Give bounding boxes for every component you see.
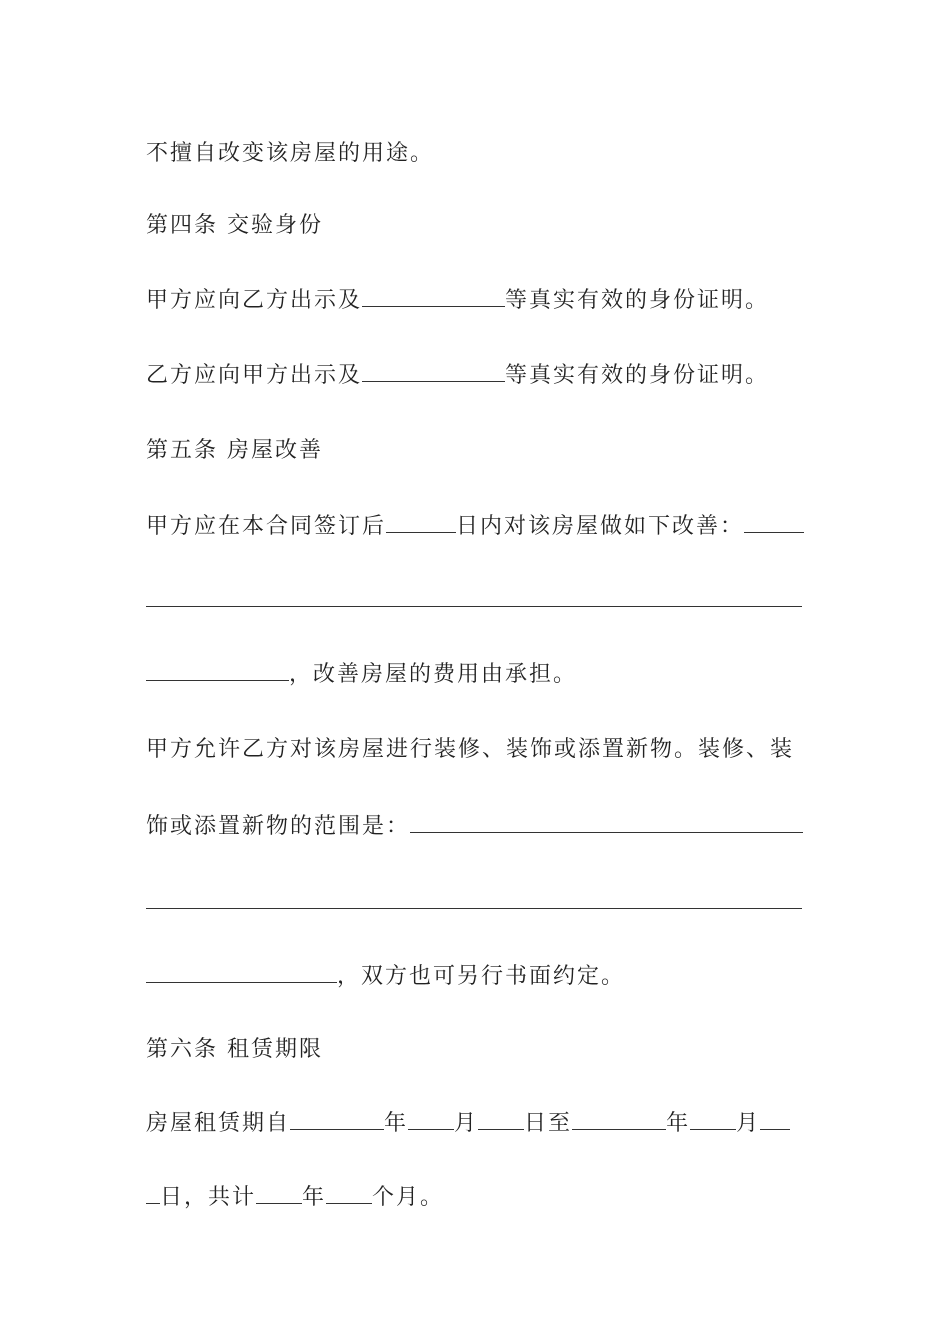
article-5-clause-decoration-scope bbox=[146, 812, 803, 842]
article-4-clause-party-a bbox=[146, 286, 769, 316]
fill-blank-end-day-start[interactable] bbox=[760, 1109, 790, 1130]
fill-blank-decoration-end[interactable] bbox=[146, 962, 337, 983]
article-6-clause-total bbox=[146, 1183, 444, 1213]
fill-blank-end-day[interactable] bbox=[146, 1183, 160, 1204]
fill-blank-improvement-start[interactable] bbox=[744, 512, 804, 533]
article-6-title: 第六条 租赁期限 bbox=[146, 1037, 323, 1062]
clause-text: 甲方允许乙方对该房屋进行装修、装饰或添置新物。装修、装 bbox=[146, 737, 795, 762]
clause-text: 乙方应向甲方出示及 bbox=[146, 363, 363, 388]
article-5-heading bbox=[146, 436, 323, 466]
fill-blank-total-months[interactable] bbox=[326, 1183, 372, 1204]
fill-blank-start-day[interactable] bbox=[478, 1109, 524, 1130]
fill-blank-id-b[interactable] bbox=[362, 361, 505, 382]
year-label: 年 bbox=[666, 1111, 691, 1136]
fill-line-improvement[interactable] bbox=[146, 606, 802, 607]
article-4-heading bbox=[146, 211, 323, 241]
clause-text: ，双方也可另行书面约定。 bbox=[337, 964, 626, 989]
clause-text: 等真实有效的身份证明。 bbox=[505, 363, 770, 388]
month-end-label: 个月。 bbox=[372, 1185, 445, 1210]
article-6-clause-term bbox=[146, 1109, 790, 1139]
article-5-title: 第五条 房屋改善 bbox=[146, 438, 323, 463]
usage-text: 不擅自改变该房屋的用途。 bbox=[146, 141, 435, 166]
day-total-label: 日，共计 bbox=[160, 1185, 257, 1210]
article-5-clause-improvement bbox=[146, 512, 804, 542]
year-label: 年 bbox=[384, 1111, 409, 1136]
fill-blank-decoration-scope[interactable] bbox=[410, 812, 803, 833]
article-5-clause-agreement bbox=[146, 962, 625, 992]
fill-blank-end-year[interactable] bbox=[572, 1109, 666, 1130]
month-label: 月 bbox=[736, 1111, 761, 1136]
article-5-clause-decoration bbox=[146, 735, 794, 765]
article-6-heading bbox=[146, 1035, 323, 1065]
fill-blank-start-month[interactable] bbox=[408, 1109, 454, 1130]
clause-text: 等真实有效的身份证明。 bbox=[505, 288, 770, 313]
month-label: 月 bbox=[454, 1111, 479, 1136]
clause-text: 甲方应向乙方出示及 bbox=[146, 288, 363, 313]
fill-blank-id-a[interactable] bbox=[362, 286, 505, 307]
fill-blank-total-years[interactable] bbox=[256, 1183, 302, 1204]
fill-blank-start-year[interactable] bbox=[290, 1109, 384, 1130]
article-4-clause-party-b bbox=[146, 361, 769, 391]
fill-blank-days[interactable] bbox=[386, 512, 456, 533]
text-line-usage bbox=[146, 139, 434, 169]
year-label: 年 bbox=[302, 1185, 327, 1210]
clause-text: 日内对该房屋做如下改善： bbox=[456, 514, 745, 539]
day-to-label: 日至 bbox=[524, 1111, 573, 1136]
clause-text: 饰或添置新物的范围是： bbox=[146, 814, 411, 839]
clause-text: ，改善房屋的费用由承担。 bbox=[289, 662, 578, 687]
clause-text: 房屋租赁期自 bbox=[146, 1111, 291, 1136]
fill-blank-end-month[interactable] bbox=[690, 1109, 736, 1130]
clause-text: 甲方应在本合同签订后 bbox=[146, 514, 387, 539]
fill-blank-improvement-end[interactable] bbox=[146, 660, 289, 681]
fill-line-decoration-scope[interactable] bbox=[146, 908, 802, 909]
article-5-clause-cost bbox=[146, 660, 577, 690]
article-4-title: 第四条 交验身份 bbox=[146, 213, 323, 238]
